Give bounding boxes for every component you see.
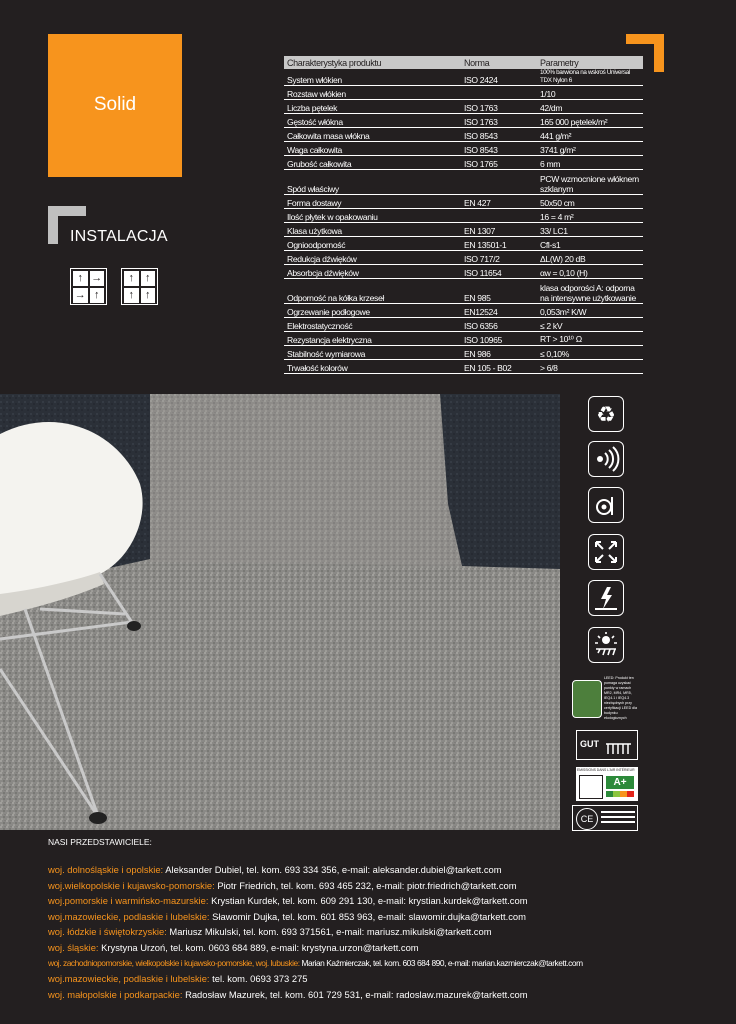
spec-row [284,209,643,223]
installation-pattern-mixed-icon: ↑ → → ↑ [70,268,107,305]
spec-row [284,128,643,142]
representative-contact: Krystian Kurdek, tel. kom. 609 291 130, e-mail: krystian.kurdek@tarkett.com [211,895,528,907]
spec-name: Ognioodporność [284,237,461,251]
spec-norm: EN 427 [461,195,537,209]
representative-item [48,880,517,891]
gut-people-icon [605,736,635,756]
spec-norm: ISO 6356 [461,318,537,332]
spec-name: Elektrostatyczność [284,318,461,332]
spec-value: ≤ 2 kV [537,318,643,332]
spec-value: 441 g/m² [537,128,643,142]
spec-norm: ISO 8543 [461,128,537,142]
representative-region: woj.wielkopolskie i kujawsko-pomorskie: [48,879,215,891]
spec-norm: ISO 1765 [461,156,537,170]
spec-norm: EN 985 [461,279,537,304]
representative-region: woj. łódzkie i świętokrzyskie: [48,926,167,938]
representative-item [48,989,528,1000]
representative-contact: Krystyna Urzoń, tel. kom. 0603 684 889, e-mail: krystyna.urzon@tarkett.com [101,942,419,953]
leed-text: LEED: Produkt ten pomaga uzyskać punkty w ramach MR2, MR4, MR5, IEQ4.1 i IEQ4.3 niezbędnych przy certyfikacji LEED dla budynku ekologicznych [604,676,637,720]
spec-row [284,360,643,374]
leed-logo-icon [572,680,602,718]
leed-badge [572,676,638,722]
emission-scale [606,791,634,797]
antistatic-icon [588,580,624,616]
spec-name: Ilość płytek w opakowaniu [284,209,461,223]
emission-title: EMISSIONS DANS L'AIR INTÉRIEUR [577,768,635,772]
spec-norm [461,86,537,100]
emission-house-icon [579,775,603,799]
recycle-icon [588,396,624,432]
spec-value: 0,053m² K/W [537,304,643,318]
product-title-box [48,34,182,177]
representative-contact: Marian Kaźmierczak, tel. kom. 603 684 890, e-mail: marian.kazmierczak@tarkett.com [301,957,583,968]
spec-row [284,114,643,128]
spec-name: Absorbcja dźwięków [284,265,461,279]
spec-value: > 6/8 [537,360,643,374]
spec-norm: ISO 717/2 [461,251,537,265]
representative-region: woj. dolnośląskie i opolskie: [48,864,164,875]
spec-name: Gęstość włókna [284,114,461,128]
representative-item [48,958,583,968]
spec-name: Grubość całkowita [284,156,461,170]
spec-row [284,265,643,279]
spec-row [284,279,643,304]
spec-value: ≤ 0,10% [537,346,643,360]
representative-contact: Sławomir Dujka, tel. kom. 601 853 963, e-mail: slawomir.dujka@tarkett.com [212,910,526,922]
emission-grade: A+ [606,776,634,789]
spec-value: 6 mm [537,156,643,170]
ce-badge [572,805,638,831]
spec-row [284,86,643,100]
spec-name: Odporność na kółka krzeseł [284,279,461,304]
representative-item [48,926,492,937]
spec-name: Spód właściwy [284,170,461,195]
carpet-photo [0,394,560,830]
spec-value: 3741 g/m² [537,142,643,156]
representative-region: woj.mazowieckie, podlaskie i lubelskie: [48,973,210,985]
spec-norm: EN 986 [461,346,537,360]
spec-row [284,142,643,156]
spec-norm: ISO 10965 [461,332,537,346]
representative-item [48,911,526,922]
spec-norm: ISO 11654 [461,265,537,279]
spec-row [284,237,643,251]
spec-row [284,251,643,265]
representatives-heading: NASI PRZEDSTAWICIELE: [48,837,152,847]
spec-norm: EN 13501-1 [461,237,537,251]
spec-name: Trwałość kolorów [284,360,461,374]
representative-region: woj.pomorskie i warmińsko-mazurskie: [48,895,209,907]
spec-table-body [284,69,643,374]
representative-region: woj. śląskie: [48,942,99,953]
spec-value: 1/10 [537,86,643,100]
spec-row [284,69,643,86]
spec-value: RT > 10¹⁰ Ω [537,332,643,346]
spec-norm: ISO 1763 [461,100,537,114]
spec-row [284,304,643,318]
spec-value: PCW wzmocnione włóknem szklanym [537,170,643,195]
header-norm: Norma [461,56,537,69]
spec-name: Waga całkowita [284,142,461,156]
spec-name: Stabilność wymiarowa [284,346,461,360]
representative-region: woj. małopolskie i podkarpackie: [48,988,183,1000]
spec-value: 100% barwiona na wskroś Universal TDX Nylon 6 [537,69,643,86]
representative-item [48,973,308,984]
representative-item [48,864,502,875]
spec-name: Rezystancja elektryczna [284,332,461,346]
spec-name: Forma dostawy [284,195,461,209]
spec-name: Ogrzewanie podłogowe [284,304,461,318]
spec-table-header [284,56,643,69]
spec-row [284,195,643,209]
spec-value: 165 000 pętelek/m² [537,114,643,128]
spec-value: 16 = 4 m² [537,209,643,223]
header-characteristic: Charakterystyka produktu [284,56,461,69]
spec-row [284,156,643,170]
representative-contact: Mariusz Mikulski, tel. kom. 693 371561, e-mail: mariusz.mikulski@tarkett.com [169,926,492,938]
representative-region: woj. zachodniopomorskie, wielkopolskie i kujawsko-pomorskie, woj. lubuskie: [48,957,300,968]
spec-name: Całkowita masa włókna [284,128,461,142]
representative-item [48,895,528,906]
spec-name: System włókien [284,69,461,86]
spec-name: Redukcja dźwięków [284,251,461,265]
spec-table [284,56,643,374]
spec-norm: ISO 8543 [461,142,537,156]
castor-chair-icon [588,487,624,523]
spec-row [284,100,643,114]
representative-contact: tel. kom. 0693 373 275 [212,973,308,985]
spec-name: Rozstaw włókien [284,86,461,100]
spec-value: ΔL(W) 20 dB [537,251,643,265]
spec-norm [461,170,537,195]
representative-contact: Piotr Friedrich, tel. kom. 693 465 232, e-mail: piotr.friedrich@tarkett.com [217,879,517,891]
spec-value: αw = 0,10 (H) [537,265,643,279]
dimensional-stability-icon [588,534,624,570]
acoustic-icon [588,441,624,477]
ce-mark-icon: CE [576,808,598,830]
spec-norm: ISO 1763 [461,114,537,128]
spec-norm: ISO 2424 [461,69,537,86]
spec-row [284,318,643,332]
spec-norm: EN 105 - B02 [461,360,537,374]
spec-norm: EN12524 [461,304,537,318]
installation-label: INSTALACJA [70,228,168,245]
gut-badge [576,730,638,760]
representative-contact: Aleksander Dubiel, tel. kom. 693 334 356, e-mail: aleksander.dubiel@tarkett.com [165,864,502,875]
header-parameters: Parametry [537,56,643,69]
spec-value: 50x50 cm [537,195,643,209]
emission-badge [576,767,638,801]
spec-norm: EN 1307 [461,223,537,237]
spec-row [284,332,643,346]
spec-row [284,223,643,237]
spec-row [284,170,643,195]
spec-value: Cfl-s1 [537,237,643,251]
spec-norm [461,209,537,223]
gut-label: GUT [580,739,599,749]
lightfastness-icon [588,627,624,663]
spec-row [284,346,643,360]
spec-value: klasa odporości A: odporna na intensywne użytkowanie [537,279,643,304]
spec-value: 42/dm [537,100,643,114]
product-name: Solid [93,94,137,115]
representative-item [48,942,419,953]
representative-region: woj.mazowieckie, podlaskie i lubelskie: [48,910,210,922]
installation-pattern-monolithic-icon: ↑ ↑ ↑ ↑ [121,268,158,305]
spec-name: Liczba pętelek [284,100,461,114]
spec-name: Klasa użytkowa [284,223,461,237]
representative-contact: Radosław Mazurek, tel. kom. 601 729 531, e-mail: radoslaw.mazurek@tarkett.com [185,988,528,1000]
spec-value: 33/ LC1 [537,223,643,237]
svg-text:♻: ♻ [596,403,616,427]
